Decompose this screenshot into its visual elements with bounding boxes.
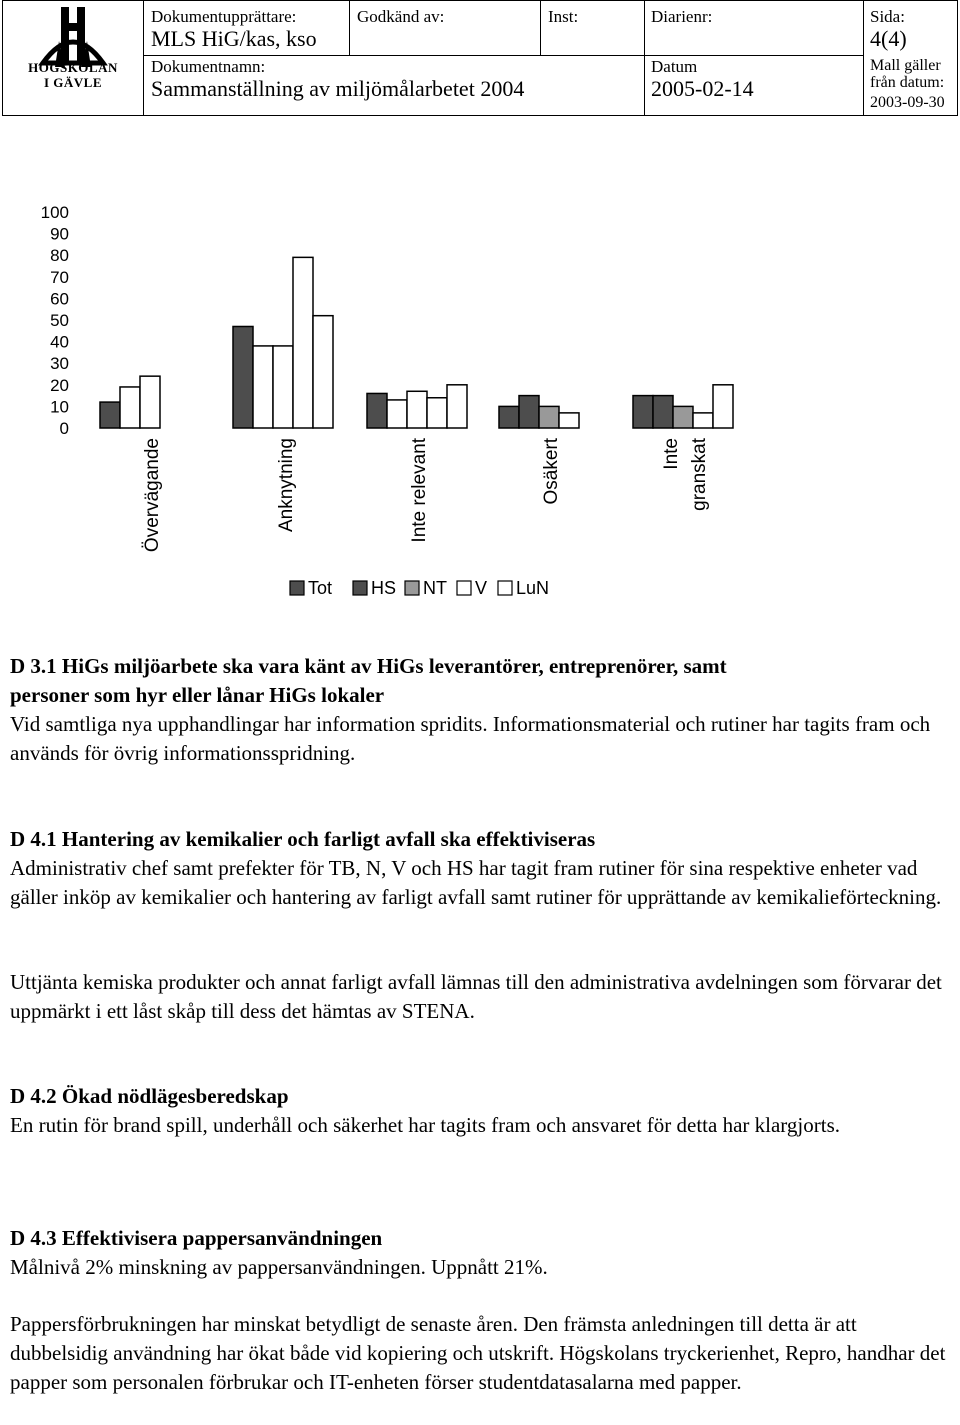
bar — [273, 346, 293, 428]
bar-chart — [0, 196, 960, 616]
bar — [633, 396, 653, 428]
bar — [713, 385, 733, 428]
diarienr-label: Diarienr: — [651, 7, 713, 26]
bar — [447, 385, 467, 428]
category-label: Anknytning — [276, 438, 297, 533]
legend-swatch — [405, 581, 419, 595]
y-tick-label: 30 — [50, 354, 69, 374]
datum-label: Datum — [651, 57, 698, 76]
d43-title: D 4.3 Effektivisera pappersanvändningen — [10, 1226, 383, 1250]
upprattare-value: MLS HiG/kas, kso — [151, 26, 317, 51]
bar — [559, 413, 579, 428]
legend-label: Tot — [308, 578, 333, 598]
bar — [367, 393, 387, 428]
d31-text: Vid samtliga nya upphandlingar har information spridits. Informationsmaterial och rutiner har tagits fram och används för övrig informationsspridning. — [10, 712, 931, 765]
y-tick-label: 60 — [50, 289, 69, 309]
bar — [539, 406, 559, 428]
logo-line-1: HÖGSKOLAN — [28, 60, 118, 75]
y-tick-label: 40 — [50, 332, 69, 352]
d42-title: D 4.2 Ökad nödlägesberedskap — [10, 1084, 289, 1108]
bar — [233, 326, 253, 428]
d41-text-2: Uttjänta kemiska produkter och annat farligt avfall lämnas till den administrativa avdelningen som förvarar det uppmärkt i ett låst skåp till dess det hämtas av STENA. — [10, 970, 942, 1023]
document-header — [2, 0, 958, 116]
d41-text-1: Administrativ chef samt prefekter för TB, N, V och HS har tagit fram rutiner för sina respektive enheter vad gäller inköp av kemikalier och hantering av farligt avfall samt rutiner för upprättande av kemikalieförteckning. — [10, 856, 942, 909]
legend-label: NT — [423, 578, 447, 598]
bar — [519, 396, 539, 428]
bar — [653, 396, 673, 428]
section-d41-cont — [10, 968, 950, 1026]
y-tick-label: 100 — [40, 203, 69, 222]
section-d42 — [10, 1082, 950, 1140]
d43-text-1: Målnivå 2% minskning av pappersanvändningen. Uppnått 21%. — [10, 1255, 548, 1279]
mall-value: 2003-09-30 — [870, 94, 945, 111]
category-label: Övervägande — [142, 438, 163, 553]
upprattare-label: Dokumentupprättare: — [151, 7, 297, 26]
datum-value: 2005-02-14 — [651, 76, 754, 101]
category-label: Inte — [661, 438, 682, 470]
y-tick-label: 50 — [50, 311, 69, 330]
bar — [100, 402, 120, 428]
section-d31 — [10, 652, 950, 768]
bar — [407, 391, 427, 428]
bar — [313, 316, 333, 428]
sida-value: 4(4) — [870, 26, 907, 51]
mall-label-1: Mall gäller — [870, 57, 941, 74]
chart-svg — [0, 196, 960, 616]
section-d43-cont — [10, 1310, 950, 1397]
legend-swatch — [290, 581, 304, 595]
bar — [499, 406, 519, 428]
inst-label: Inst: — [548, 7, 579, 26]
bar — [253, 346, 273, 428]
d43-text-2: Pappersförbrukningen har minskat betydligt de senaste åren. Den främsta anledningen till detta är att dubbelsidig användning har ökat både vid kopiering och utskrift. Högskolans tryckerienhet, Repro, handhar det papper som personalen förbrukar och IT-enheten förser studentdatasalarna med papper. — [10, 1312, 946, 1394]
logo — [3, 1, 143, 115]
d42-text: En rutin för brand spill, underhåll och säkerhet har tagits fram och ansvaret för detta har klargjorts. — [10, 1113, 841, 1137]
legend-swatch — [498, 581, 512, 595]
legend-swatch — [457, 581, 471, 595]
section-d43 — [10, 1224, 950, 1282]
mall-label-2: från datum: — [870, 74, 945, 91]
y-tick-label: 90 — [50, 224, 69, 244]
godkand-label: Godkänd av: — [357, 7, 445, 26]
section-d41 — [10, 825, 950, 912]
bar — [140, 376, 160, 428]
legend-swatch — [353, 581, 367, 595]
bar — [293, 257, 313, 428]
category-label: Osäkert — [541, 438, 562, 505]
bar — [387, 400, 407, 428]
y-tick-label: 70 — [50, 267, 69, 287]
sida-label: Sida: — [870, 7, 905, 26]
d41-title: D 4.1 Hantering av kemikalier och farligt avfall ska effektiviseras — [10, 827, 596, 851]
bar — [673, 406, 693, 428]
category-label: granskat — [689, 438, 710, 511]
logo-line-2: I GÄVLE — [43, 75, 103, 90]
bar — [120, 387, 140, 428]
bar — [427, 398, 447, 428]
d31-title-line-2: personer som hyr eller lånar HiGs lokaler — [10, 683, 385, 707]
d31-title-line-1: D 3.1 HiGs miljöarbete ska vara känt av HiGs leverantörer, entreprenörer, samt — [10, 654, 727, 678]
dokumentnamn-value: Sammanställning av miljömålarbetet 2004 — [151, 76, 525, 101]
legend-label: LuN — [516, 578, 550, 598]
category-label: Inte relevant — [409, 438, 430, 543]
y-tick-label: 80 — [50, 246, 69, 266]
y-tick-label: 0 — [59, 419, 69, 438]
dokumentnamn-label: Dokumentnamn: — [151, 57, 266, 76]
legend-label: HS — [371, 578, 397, 598]
legend-label: V — [475, 578, 488, 598]
y-tick-label: 10 — [50, 397, 69, 417]
y-tick-label: 20 — [50, 375, 69, 395]
bar — [693, 413, 713, 428]
